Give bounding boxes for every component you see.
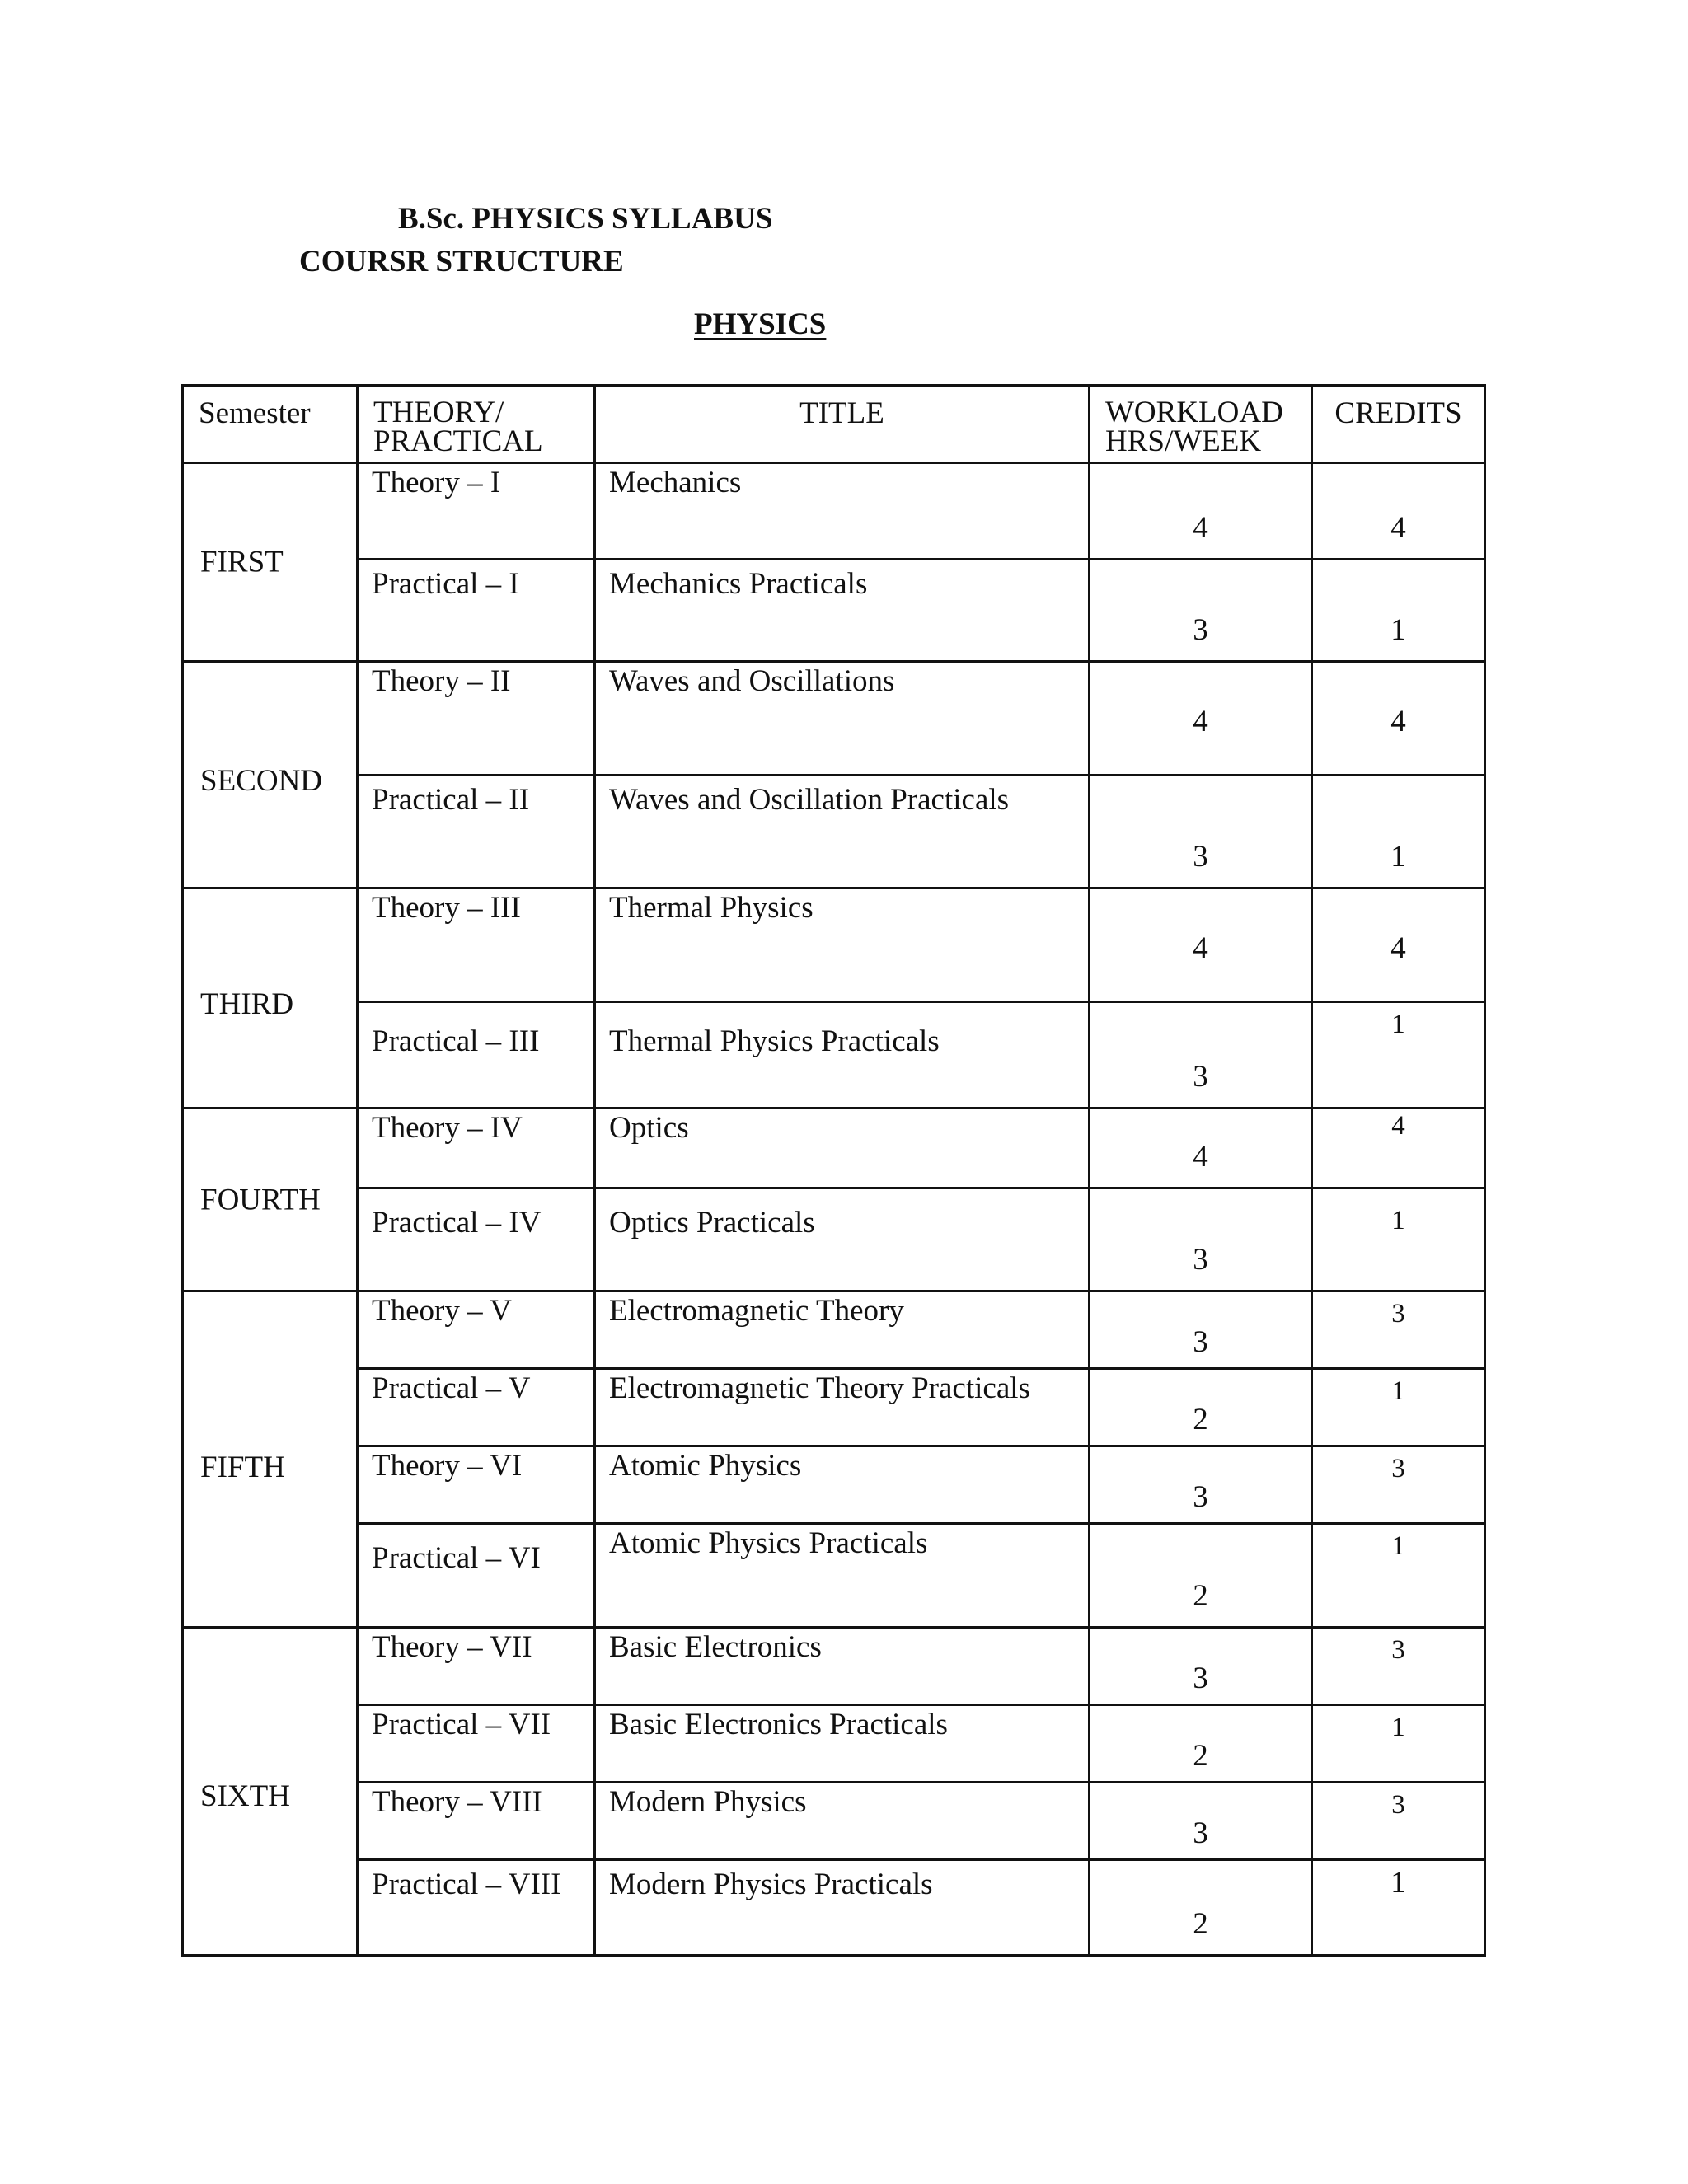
header-title: TITLE (595, 386, 1090, 463)
course-title: Electromagnetic Theory (595, 1291, 1090, 1369)
credits-value: 1 (1312, 776, 1485, 888)
workload-value: 4 (1090, 662, 1312, 776)
workload-value: 2 (1090, 1705, 1312, 1783)
course-type: Theory – III (358, 888, 595, 1002)
credits-value: 3 (1312, 1628, 1485, 1705)
course-type: Theory – VI (358, 1446, 595, 1524)
table-row (183, 560, 1485, 662)
course-type: Practical – II (358, 776, 595, 888)
course-title: Basic Electronics Practicals (595, 1705, 1090, 1783)
credits-value: 1 (1312, 1369, 1485, 1446)
course-title: Optics Practicals (595, 1188, 1090, 1291)
document-subtitle: COURSR STRUCTURE (299, 245, 624, 279)
workload-value: 2 (1090, 1860, 1312, 1956)
course-structure-table (181, 384, 1486, 1957)
table-row (183, 1524, 1485, 1628)
course-type: Practical – VII (358, 1705, 595, 1783)
workload-value: 3 (1090, 560, 1312, 662)
header-credits: CREDITS (1312, 386, 1485, 463)
course-type: Theory – II (358, 662, 595, 776)
table-row (183, 1291, 1485, 1369)
workload-value: 2 (1090, 1524, 1312, 1628)
workload-value: 3 (1090, 1446, 1312, 1524)
course-title: Electromagnetic Theory Practicals (595, 1369, 1090, 1446)
workload-value: 3 (1090, 776, 1312, 888)
course-type: Theory – IV (358, 1108, 595, 1188)
credits-value: 1 (1312, 1860, 1485, 1956)
credits-value: 1 (1312, 1524, 1485, 1628)
course-type: Practical – VIII (358, 1860, 595, 1956)
header-theory-practical: THEORY/ PRACTICAL (358, 386, 595, 463)
course-title: Mechanics (595, 463, 1090, 560)
credits-value: 3 (1312, 1446, 1485, 1524)
course-title: Modern Physics (595, 1783, 1090, 1860)
semester-cell: THIRD (183, 888, 358, 1108)
course-type: Theory – VIII (358, 1783, 595, 1860)
workload-value: 4 (1090, 888, 1312, 1002)
header-semester: Semester (183, 386, 358, 463)
table-row (183, 776, 1485, 888)
table-row (183, 1002, 1485, 1108)
semester-cell: SIXTH (183, 1628, 358, 1956)
table-row (183, 1188, 1485, 1291)
credits-value: 3 (1312, 1783, 1485, 1860)
course-type: Practical – IV (358, 1188, 595, 1291)
table-row (183, 662, 1485, 776)
table-row (183, 1369, 1485, 1446)
semester-cell: SECOND (183, 662, 358, 888)
course-type: Practical – I (358, 560, 595, 662)
workload-value: 2 (1090, 1369, 1312, 1446)
table-row (183, 1108, 1485, 1188)
section-heading: PHYSICS (694, 307, 827, 341)
workload-value: 3 (1090, 1783, 1312, 1860)
course-title: Thermal Physics (595, 888, 1090, 1002)
semester-cell: FOURTH (183, 1108, 358, 1291)
course-type: Theory – V (358, 1291, 595, 1369)
course-type: Theory – VII (358, 1628, 595, 1705)
course-type: Practical – VI (358, 1524, 595, 1628)
table-row (183, 1783, 1485, 1860)
table-row (183, 1628, 1485, 1705)
table-row (183, 1705, 1485, 1783)
course-title: Waves and Oscillation Practicals (595, 776, 1090, 888)
course-title: Basic Electronics (595, 1628, 1090, 1705)
credits-value: 4 (1312, 662, 1485, 776)
course-title: Atomic Physics (595, 1446, 1090, 1524)
credits-value: 1 (1312, 1188, 1485, 1291)
credits-value: 4 (1312, 1108, 1485, 1188)
table-row (183, 463, 1485, 560)
table-row (183, 1860, 1485, 1956)
header-workload: WORKLOAD HRS/WEEK (1090, 386, 1312, 463)
credits-value: 1 (1312, 1705, 1485, 1783)
credits-value: 1 (1312, 1002, 1485, 1108)
document-title: B.Sc. PHYSICS SYLLABUS (398, 202, 773, 236)
credits-value: 4 (1312, 888, 1485, 1002)
workload-value: 4 (1090, 1108, 1312, 1188)
course-type: Practical – III (358, 1002, 595, 1108)
semester-cell: FIFTH (183, 1291, 358, 1628)
workload-value: 3 (1090, 1002, 1312, 1108)
workload-value: 3 (1090, 1628, 1312, 1705)
course-title: Waves and Oscillations (595, 662, 1090, 776)
course-title: Thermal Physics Practicals (595, 1002, 1090, 1108)
course-title: Atomic Physics Practicals (595, 1524, 1090, 1628)
course-type: Practical – V (358, 1369, 595, 1446)
semester-cell: FIRST (183, 463, 358, 662)
course-title: Mechanics Practicals (595, 560, 1090, 662)
credits-value: 4 (1312, 463, 1485, 560)
credits-value: 1 (1312, 560, 1485, 662)
credits-value: 3 (1312, 1291, 1485, 1369)
workload-value: 4 (1090, 463, 1312, 560)
course-title: Optics (595, 1108, 1090, 1188)
table-row (183, 1446, 1485, 1524)
table-header-row (183, 386, 1485, 463)
course-title: Modern Physics Practicals (595, 1860, 1090, 1956)
table-row (183, 888, 1485, 1002)
workload-value: 3 (1090, 1188, 1312, 1291)
course-type: Theory – I (358, 463, 595, 560)
workload-value: 3 (1090, 1291, 1312, 1369)
